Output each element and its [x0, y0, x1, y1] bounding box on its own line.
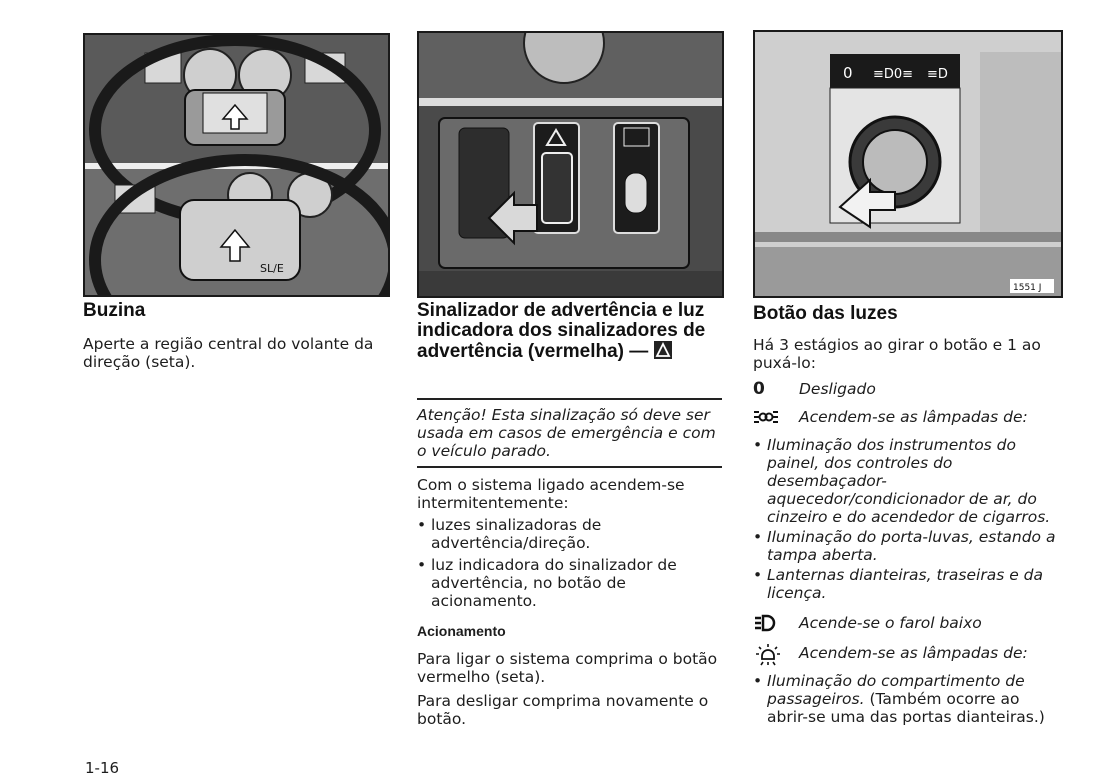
stage-lowbeam: [753, 614, 1061, 632]
switch-label-parking: ≡D0≡: [873, 67, 914, 82]
hazard-switch-illustration: [419, 33, 722, 296]
list-item: • Iluminação dos instrumentos do painel, dos controles do desembaçador-aquecedor/condicionador de ar, do cinzeiro e do acendedor de cigarros.: [753, 436, 1061, 526]
page-number: 1-16: [85, 759, 120, 777]
light-switch-photo: [753, 30, 1063, 298]
caution-text: Atenção! Esta sinalização só deve ser usada em casos de emergência e com o veículo parado.: [417, 406, 716, 460]
stage-text: Acendem-se as lâmpadas de:: [799, 644, 1028, 662]
rule-bottom: [417, 466, 722, 468]
list-item-normal: (Também ocorre ao abrir-se uma das portas dianteiras.): [767, 690, 1045, 726]
hazard-body: [417, 476, 722, 728]
switch-label-off: 0: [843, 64, 853, 82]
steering-wheel-illustration: [85, 35, 388, 295]
section-hazard: [417, 301, 722, 362]
section-heading: [417, 301, 722, 362]
section-heading: Botão das luzes: [753, 303, 898, 324]
interior-light-icon: [753, 642, 783, 670]
steering-wheel-photo: [83, 33, 390, 297]
warning-triangle-icon: [654, 341, 672, 359]
light-switch-illustration: [755, 32, 1061, 296]
parking-lights-icon: [753, 409, 779, 429]
photo-label: SL/E: [260, 262, 284, 275]
list-item-italic: Iluminação do compartimento de passageiros.: [767, 672, 1025, 708]
para-on: Para ligar o sistema comprima o botão vermelho (seta).: [417, 650, 718, 686]
stage-parking: [753, 408, 1061, 426]
body-text: Aperte a região central do volante da direção (seta).: [83, 335, 374, 371]
section-heading-text: Sinalizador de advertência e luz indicadora dos sinalizadores de advertência (vermelha) —: [417, 300, 706, 362]
stage-off: [753, 380, 1061, 398]
rule-top: [417, 398, 722, 400]
stage-text: Acende-se o farol baixo: [799, 614, 982, 632]
switch-label-lowbeam: ≡D: [927, 67, 948, 82]
intro-text: Com o sistema ligado acendem-se intermitentemente:: [417, 476, 685, 512]
para-off: Para desligar comprima novamente o botão.: [417, 692, 709, 728]
section-heading: Buzina: [83, 300, 146, 321]
section-lights: [753, 304, 1061, 726]
list-item: • luzes sinalizadoras de advertência/direção.: [417, 516, 722, 552]
subheading: Acionamento: [417, 623, 506, 639]
hazard-switch-photo: [417, 31, 724, 298]
stage-text: Acendem-se as lâmpadas de:: [799, 408, 1028, 426]
section-buzina: [83, 301, 388, 371]
list-item: [753, 672, 1061, 726]
list-item: • Lanternas dianteiras, traseiras e da licença.: [753, 566, 1061, 602]
intro-text: Há 3 estágios ao girar o botão e 1 ao puxá-lo:: [753, 336, 1041, 372]
list-item: • Iluminação do porta-luvas, estando a tampa aberta.: [753, 528, 1061, 564]
photo-code: 1551 J: [1013, 283, 1042, 293]
list-item: • luz indicadora do sinalizador de advertência, no botão de acionamento.: [417, 556, 722, 610]
low-beam-icon: [753, 614, 777, 636]
stage-text: Desligado: [799, 380, 876, 398]
stage-interior: [753, 644, 1061, 662]
stage-off-symbol: 0: [753, 379, 765, 399]
